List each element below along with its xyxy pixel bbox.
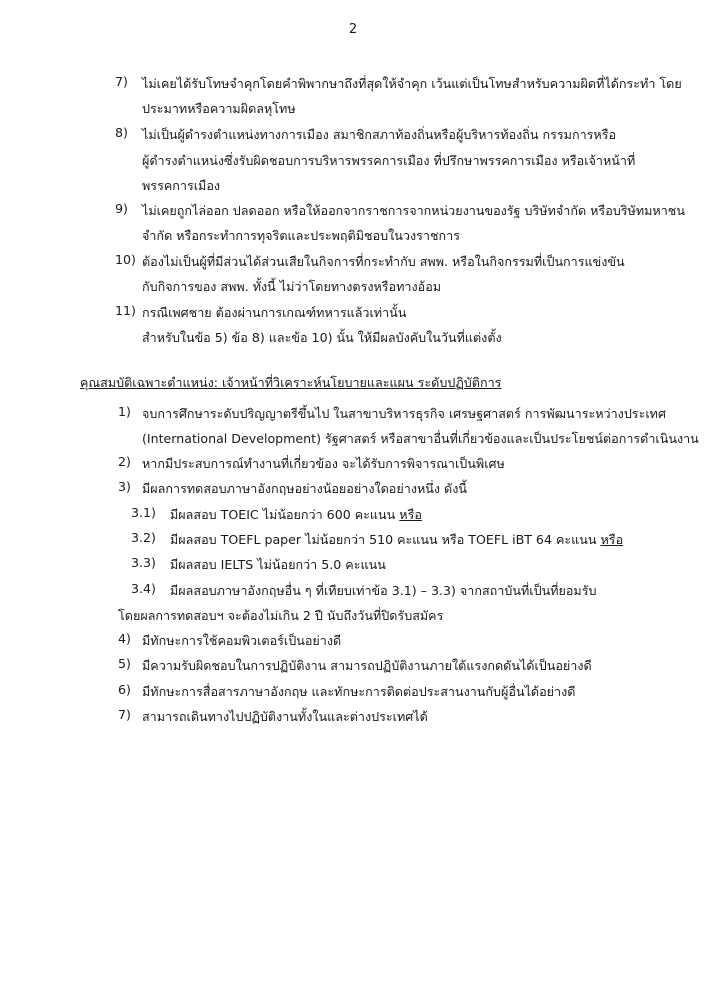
item-text-line: กับกิจการของ สพพ. ทั้งนี้ ไม่ว่าโดยทางตรงหรือทางอ้อม [142, 279, 442, 294]
or-connector: หรือ [600, 532, 624, 547]
item-text-line: พรรคการเมือง [142, 178, 221, 193]
section-heading [80, 373, 501, 393]
item-text-line: ต้องไม่เป็นผู้ที่มีส่วนได้ส่วนเสียในกิจการที่กระทำกับ สพพ. หรือในกิจกรรมที่เป็นการแข่งขัน [142, 254, 625, 269]
item-text-line: ไม่เคยถูกไล่ออก ปลดออก หรือให้ออกจากราชการจากหน่วยงานของรัฐ บริษัทจำกัด หรือบริษัทมหาชน [142, 203, 685, 218]
sub-item-number: 3.1) [131, 505, 156, 520]
heading-title: เจ้าหน้าที่วิเคราะห์นโยบายและแผน ระดับปฏิบัติการ [221, 375, 502, 390]
sub-item-number: 3.4) [131, 581, 156, 596]
sub-item-text: มีผลสอบ IELTS ไม่น้อยกว่า 5.0 คะแนน [170, 557, 386, 572]
item-text-line: สามารถเดินทางไปปฏิบัติงานทั้งในและต่างประเทศได้ [142, 709, 428, 724]
item-text-line: ผู้ดำรงตำแหน่งซึ่งรับผิดชอบการบริหารพรรคการเมือง ที่ปรึกษาพรรคการเมือง หรือเจ้าหน้าที่ [142, 153, 636, 168]
item-number: 7) [115, 74, 128, 89]
item-text-line: จำกัด หรือกระทำการทุจริตและประพฤติมิชอบในวงราชการ [142, 228, 460, 243]
sub-item-text [170, 505, 422, 525]
item-number: 9) [115, 201, 128, 216]
item-number: 4) [118, 631, 131, 646]
item-number: 6) [118, 682, 131, 697]
item-text-line: กรณีเพศชาย ต้องผ่านการเกณฑ์ทหารแล้วเท่านั้น [142, 305, 407, 320]
item-text-line: มีความรับผิดชอบในการปฏิบัติงาน สามารถปฏิบัติงานภายใต้แรงกดดันได้เป็นอย่างดี [142, 658, 592, 673]
item-text-line: มีทักษะการสื่อสารภาษาอังกฤษ และทักษะการติดต่อประสานงานกับผู้อื่นได้อย่างดี [142, 684, 576, 699]
sub-item-text [170, 530, 623, 550]
sub-item-number: 3.3) [131, 555, 156, 570]
sub-item-text-body: มีผลสอบ TOEIC ไม่น้อยกว่า 600 คะแนน [170, 507, 396, 522]
page-number: 2 [348, 22, 358, 37]
sub-item-text-body: มีผลสอบ TOEFL paper ไม่น้อยกว่า 510 คะแนน หรือ TOEFL iBT 64 คะแนน [170, 532, 597, 547]
item-number: 7) [118, 707, 131, 722]
item-text-line: หากมีประสบการณ์ทำงานที่เกี่ยวข้อง จะได้รับการพิจารณาเป็นพิเศษ [142, 456, 505, 471]
sub-item-number: 3.2) [131, 530, 156, 545]
heading-prefix: คุณสมบัติเฉพาะตำแหน่ง: [80, 375, 218, 390]
item-text-line: จบการศึกษาระดับปริญญาตรีขึ้นไป ในสาขาบริหารธุรกิจ เศรษฐศาสตร์ การพัฒนาระหว่างประเทศ [142, 406, 666, 421]
item-number: 2) [118, 454, 131, 469]
or-connector: หรือ [399, 507, 422, 522]
item-text-line: มีทักษะการใช้คอมพิวเตอร์เป็นอย่างดี [142, 633, 342, 648]
item-number: 3) [118, 479, 131, 494]
item-text-line: ไม่เคยได้รับโทษจำคุกโดยคำพิพากษาถึงที่สุดให้จำคุก เว้นแต่เป็นโทษสำหรับความผิดที่ได้กระทำ โดย [142, 76, 682, 91]
item-text-line: มีผลการทดสอบภาษาอังกฤษอย่างน้อยอย่างใดอย่างหนึ่ง ดังนี้ [142, 481, 467, 496]
item-number: 8) [115, 125, 128, 140]
item-number: 1) [118, 404, 131, 419]
item-text-line: ไม่เป็นผู้ดำรงตำแหน่งทางการเมือง สมาชิกสภาท้องถิ่นหรือผู้บริหารท้องถิ่น กรรมการหรือ [142, 127, 617, 142]
qualification-note: โดยผลการทดสอบฯ จะต้องไม่เกิน 2 ปี นับถึงวันที่ปิดรับสมัคร [118, 608, 444, 623]
item-number: 10) [115, 252, 136, 267]
item-number: 11) [115, 303, 136, 318]
item-number: 5) [118, 656, 131, 671]
sub-item-text: มีผลสอบภาษาอังกฤษอื่น ๆ ที่เทียบเท่าข้อ 3.1) – 3.3) จากสถาบันที่เป็นที่ยอมรับ [170, 583, 597, 598]
item-text-line: สำหรับในข้อ 5) ข้อ 8) และข้อ 10) นั้น ให้มีผลบังคับในวันที่แต่งตั้ง [142, 330, 502, 345]
item-text-line: ประมาทหรือความผิดลหุโทษ [142, 101, 296, 116]
item-text-line: (International Development) รัฐศาสตร์ หรือสาขาอื่นที่เกี่ยวข้องและเป็นประโยชน์ต่อการดำเนินงาน [142, 431, 699, 446]
